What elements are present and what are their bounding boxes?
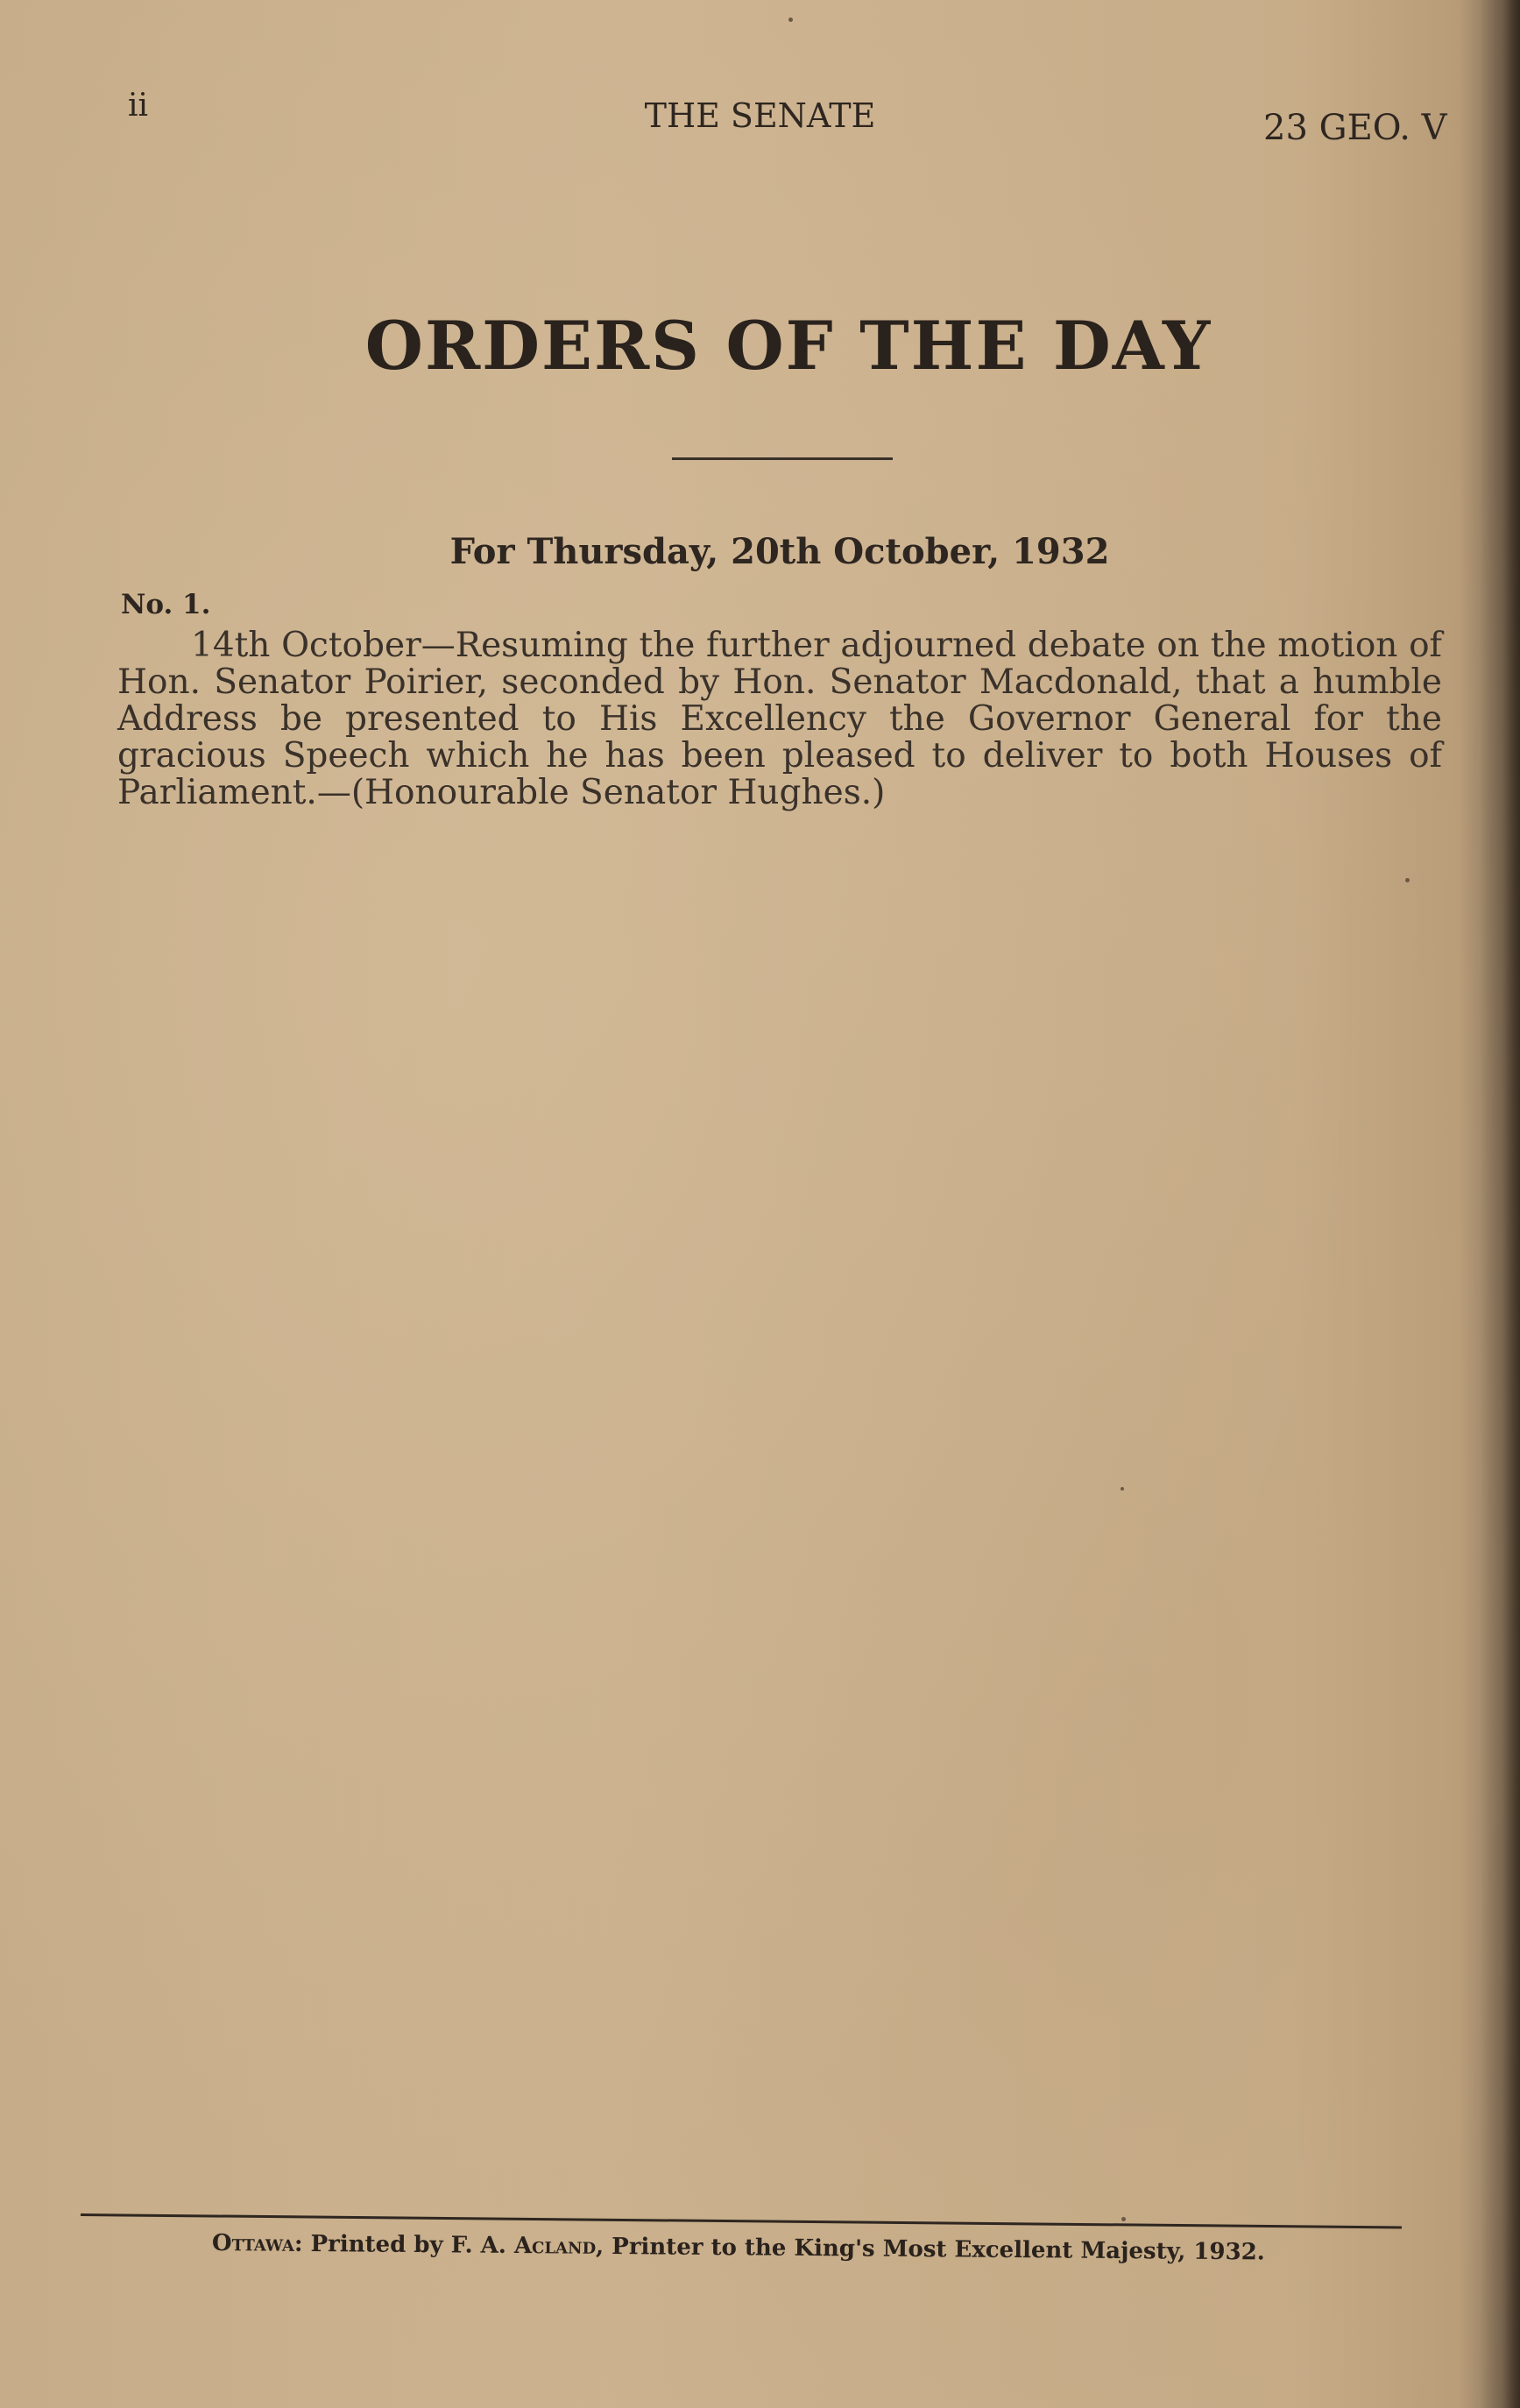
title-divider [672,457,893,460]
running-title: THE SENATE [644,96,876,135]
page-number: ii [128,88,149,124]
imprint-printer-name: Acland [513,2233,597,2260]
date-heading: For Thursday, 20th October, 1932 [449,531,1110,572]
order-number: No. 1. [121,589,211,620]
page-title: ORDERS OF THE DAY [364,307,1212,385]
imprint-rest: , Printer to the King's Most Excellent Majesty, 1932. [595,2233,1265,2266]
printer-imprint [212,2230,1272,2266]
order-text: 14th October—Resuming the further adjourned debate on the motion of Hon. Senator Poirier, seconded by Hon. Senator Macdonald, that a humble Address be presented to His Excellency the Governor General for the gracious Speech which he has been pleased to deliver to both Houses of Parliament.—(Honourable Senator Hughes.) [117,626,1442,812]
imprint-city: Ottawa [211,2230,295,2257]
paper-speck [788,18,793,22]
paper-speck [1121,1487,1124,1491]
footer-divider [81,2213,1402,2228]
regnal-year: 23 GEO. V [1263,108,1447,148]
imprint-printed-by: : Printed by F. A. [293,2230,515,2260]
paper-speck [1405,878,1410,882]
paper-speck [1121,2217,1126,2221]
